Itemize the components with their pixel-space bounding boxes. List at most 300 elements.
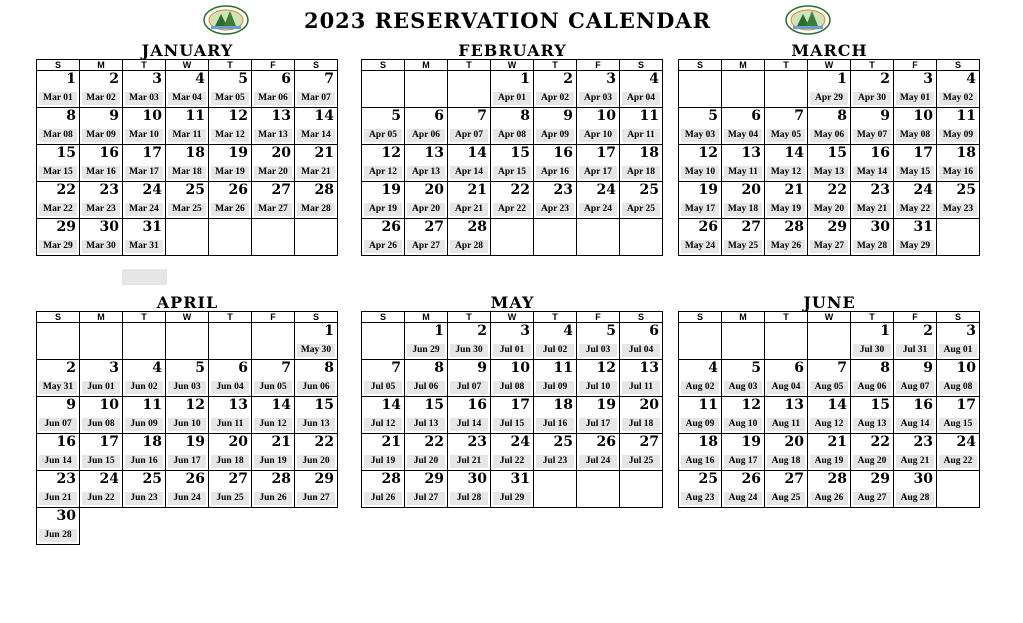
day-cell[interactable] [851, 323, 894, 360]
day-cell[interactable] [937, 108, 980, 145]
day-cell[interactable] [448, 145, 491, 182]
day-cell[interactable] [295, 360, 338, 397]
day-cell[interactable] [937, 71, 980, 108]
day-cell[interactable] [534, 145, 577, 182]
day-number: 22 [827, 182, 847, 198]
day-cell[interactable] [894, 323, 937, 360]
day-cell[interactable] [534, 323, 577, 360]
day-cell[interactable] [937, 360, 980, 397]
empty-cell [722, 323, 765, 360]
day-cell[interactable] [80, 360, 123, 397]
empty-cell [209, 219, 252, 256]
day-cell[interactable] [722, 471, 765, 508]
reservation-date: Apr 04 [622, 92, 660, 105]
day-number: 7 [794, 108, 804, 124]
day-cell[interactable] [894, 397, 937, 434]
day-number: 21 [271, 434, 291, 450]
day-cell[interactable] [123, 219, 166, 256]
day-cell[interactable] [577, 182, 620, 219]
empty-cell [765, 71, 808, 108]
day-cell[interactable] [405, 360, 448, 397]
day-cell[interactable] [765, 219, 808, 256]
day-cell[interactable] [209, 397, 252, 434]
day-cell[interactable] [937, 323, 980, 360]
day-cell[interactable] [577, 323, 620, 360]
day-cell[interactable] [851, 219, 894, 256]
day-cell[interactable] [577, 71, 620, 108]
day-cell[interactable] [620, 71, 663, 108]
day-number: 15 [827, 145, 847, 161]
reservation-date: Mar 17 [125, 166, 163, 179]
reservation-date: Aug 11 [767, 418, 805, 431]
reservation-date: Apr 28 [450, 240, 488, 253]
day-number: 3 [606, 71, 616, 87]
day-cell[interactable] [679, 360, 722, 397]
day-cell[interactable] [851, 360, 894, 397]
day-cell[interactable] [37, 71, 80, 108]
day-cell[interactable] [491, 360, 534, 397]
reservation-date: Jun 25 [211, 492, 249, 505]
shaded-strip [724, 344, 762, 357]
day-cell[interactable] [295, 323, 338, 360]
weekday-header: T [534, 312, 577, 323]
day-cell[interactable] [722, 397, 765, 434]
day-cell[interactable] [491, 397, 534, 434]
day-cell[interactable] [166, 71, 209, 108]
day-cell[interactable] [252, 434, 295, 471]
day-number: 30 [467, 471, 487, 487]
day-cell[interactable] [252, 397, 295, 434]
day-number: 1 [837, 71, 847, 87]
reservation-date: Aug 06 [853, 381, 891, 394]
day-cell[interactable] [405, 323, 448, 360]
day-cell[interactable] [405, 434, 448, 471]
day-cell[interactable] [362, 360, 405, 397]
day-cell[interactable] [123, 434, 166, 471]
weekday-header: S [295, 312, 338, 323]
day-number: 11 [185, 108, 205, 124]
day-cell[interactable] [679, 471, 722, 508]
reservation-date: May 10 [681, 166, 719, 179]
day-cell[interactable] [577, 108, 620, 145]
day-cell[interactable] [166, 434, 209, 471]
day-cell[interactable] [765, 145, 808, 182]
day-cell[interactable] [252, 471, 295, 508]
day-cell[interactable] [679, 145, 722, 182]
day-cell[interactable] [448, 434, 491, 471]
day-cell[interactable] [80, 71, 123, 108]
day-number: 26 [741, 471, 761, 487]
day-cell[interactable] [37, 219, 80, 256]
day-cell[interactable] [37, 434, 80, 471]
day-cell[interactable] [405, 219, 448, 256]
day-cell[interactable] [851, 71, 894, 108]
day-cell[interactable] [620, 108, 663, 145]
day-cell[interactable] [808, 219, 851, 256]
day-cell[interactable] [362, 471, 405, 508]
day-cell[interactable] [894, 71, 937, 108]
weekday-header: M [80, 312, 123, 323]
day-cell[interactable] [765, 471, 808, 508]
day-cell[interactable] [405, 108, 448, 145]
reservation-date: Mar 20 [254, 166, 292, 179]
day-number: 23 [467, 434, 487, 450]
week-row [37, 471, 338, 508]
day-cell[interactable] [295, 71, 338, 108]
week-row [679, 182, 980, 219]
day-cell[interactable] [679, 219, 722, 256]
day-cell[interactable] [123, 360, 166, 397]
reservation-date: May 30 [297, 344, 335, 357]
reservation-date: May 24 [681, 240, 719, 253]
day-cell[interactable] [295, 397, 338, 434]
day-number: 4 [152, 360, 162, 376]
day-cell[interactable] [123, 108, 166, 145]
shaded-strip [82, 344, 120, 357]
weekday-header: T [123, 60, 166, 71]
day-cell[interactable] [620, 434, 663, 471]
reservation-date: Apr 17 [579, 166, 617, 179]
day-cell[interactable] [577, 145, 620, 182]
weekday-header: S [620, 60, 663, 71]
month-name: MARCH [791, 41, 868, 60]
reservation-date: Jul 18 [622, 418, 660, 431]
reservation-date: Apr 14 [450, 166, 488, 179]
day-number: 16 [56, 434, 76, 450]
day-number: 8 [434, 360, 444, 376]
day-cell[interactable] [851, 108, 894, 145]
day-cell[interactable] [937, 397, 980, 434]
day-cell[interactable] [722, 145, 765, 182]
empty-cell [448, 71, 491, 108]
day-cell[interactable] [362, 219, 405, 256]
reservation-date: May 13 [810, 166, 848, 179]
day-cell[interactable] [679, 397, 722, 434]
day-cell[interactable] [722, 219, 765, 256]
empty-cell [491, 219, 534, 256]
weekday-header: W [491, 312, 534, 323]
reservation-date: Mar 02 [82, 92, 120, 105]
day-cell[interactable] [765, 434, 808, 471]
day-cell[interactable] [851, 434, 894, 471]
day-cell[interactable] [765, 182, 808, 219]
day-cell[interactable] [620, 182, 663, 219]
day-cell[interactable] [937, 145, 980, 182]
day-cell[interactable] [894, 182, 937, 219]
week-row [362, 434, 663, 471]
day-cell[interactable] [123, 145, 166, 182]
day-number: 21 [827, 434, 847, 450]
empty-cell [123, 508, 166, 545]
day-number: 28 [314, 182, 334, 198]
day-cell[interactable] [448, 219, 491, 256]
day-cell[interactable] [894, 145, 937, 182]
reservation-date: Jul 16 [536, 418, 574, 431]
day-cell[interactable] [252, 360, 295, 397]
day-cell[interactable] [620, 360, 663, 397]
day-cell[interactable] [123, 397, 166, 434]
camp-logo-icon [783, 4, 833, 36]
day-cell[interactable] [295, 145, 338, 182]
day-cell[interactable] [405, 182, 448, 219]
day-cell[interactable] [252, 108, 295, 145]
day-cell[interactable] [620, 397, 663, 434]
day-number: 30 [99, 219, 119, 235]
day-number: 18 [698, 434, 718, 450]
day-cell[interactable] [491, 471, 534, 508]
day-number: 10 [956, 360, 976, 376]
day-cell[interactable] [808, 145, 851, 182]
day-cell[interactable] [37, 397, 80, 434]
empty-cell [679, 323, 722, 360]
day-cell[interactable] [534, 397, 577, 434]
day-cell[interactable] [491, 434, 534, 471]
weekday-header: F [252, 312, 295, 323]
day-cell[interactable] [362, 397, 405, 434]
day-cell[interactable] [577, 397, 620, 434]
day-cell[interactable] [405, 145, 448, 182]
day-cell[interactable] [80, 108, 123, 145]
day-cell[interactable] [80, 434, 123, 471]
reservation-date: Aug 10 [724, 418, 762, 431]
reservation-date: Apr 21 [450, 203, 488, 216]
day-cell[interactable] [937, 434, 980, 471]
day-cell[interactable] [851, 182, 894, 219]
day-cell[interactable] [209, 471, 252, 508]
reservation-date: Jul 01 [493, 344, 531, 357]
empty-cell [620, 471, 663, 508]
empty-cell [679, 71, 722, 108]
day-cell[interactable] [808, 471, 851, 508]
day-cell[interactable] [362, 434, 405, 471]
day-cell[interactable] [491, 182, 534, 219]
day-cell[interactable] [37, 145, 80, 182]
empty-cell [123, 323, 166, 360]
reservation-date: Jul 27 [407, 492, 445, 505]
day-number: 21 [381, 434, 401, 450]
day-number: 28 [381, 471, 401, 487]
weekday-header: M [722, 60, 765, 71]
day-cell[interactable] [679, 434, 722, 471]
weekday-header: M [722, 312, 765, 323]
day-cell[interactable] [851, 145, 894, 182]
day-cell[interactable] [37, 182, 80, 219]
day-cell[interactable] [362, 145, 405, 182]
day-number: 5 [751, 360, 761, 376]
day-cell[interactable] [577, 360, 620, 397]
day-number: 17 [142, 145, 162, 161]
empty-cell [765, 323, 808, 360]
day-cell[interactable] [894, 219, 937, 256]
day-cell[interactable] [166, 108, 209, 145]
day-cell[interactable] [80, 397, 123, 434]
day-cell[interactable] [722, 360, 765, 397]
day-cell[interactable] [534, 182, 577, 219]
day-number: 10 [913, 108, 933, 124]
day-cell[interactable] [295, 434, 338, 471]
day-cell[interactable] [851, 471, 894, 508]
day-cell[interactable] [166, 397, 209, 434]
day-cell[interactable] [534, 360, 577, 397]
day-cell[interactable] [37, 471, 80, 508]
day-cell[interactable] [894, 434, 937, 471]
day-cell[interactable] [765, 397, 808, 434]
reservation-date: May 16 [939, 166, 977, 179]
reservation-date: Jul 08 [493, 381, 531, 394]
header [0, 2, 1023, 36]
day-cell[interactable] [80, 145, 123, 182]
day-cell[interactable] [534, 71, 577, 108]
day-cell[interactable] [209, 71, 252, 108]
day-cell[interactable] [722, 182, 765, 219]
day-cell[interactable] [679, 182, 722, 219]
reservation-date: Mar 08 [39, 129, 77, 142]
day-number: 6 [751, 108, 761, 124]
reservation-date: Apr 08 [493, 129, 531, 142]
day-cell[interactable] [448, 471, 491, 508]
reservation-date: Jul 06 [407, 381, 445, 394]
empty-cell [405, 71, 448, 108]
day-cell[interactable] [679, 108, 722, 145]
reservation-date: May 26 [767, 240, 805, 253]
day-number: 20 [424, 182, 444, 198]
day-cell[interactable] [405, 397, 448, 434]
day-number: 22 [314, 434, 334, 450]
day-number: 24 [142, 182, 162, 198]
day-cell[interactable] [937, 182, 980, 219]
reservation-date: Apr 05 [364, 129, 402, 142]
empty-cell [534, 471, 577, 508]
day-number: 21 [314, 145, 334, 161]
weekday-header: S [37, 312, 80, 323]
day-cell[interactable] [37, 108, 80, 145]
day-number: 24 [956, 434, 976, 450]
day-number: 23 [553, 182, 573, 198]
day-cell[interactable] [808, 360, 851, 397]
shaded-strip [681, 92, 719, 105]
day-cell[interactable] [765, 108, 808, 145]
reservation-date: Apr 22 [493, 203, 531, 216]
weekday-header: T [851, 60, 894, 71]
day-cell[interactable] [534, 434, 577, 471]
day-cell[interactable] [252, 145, 295, 182]
day-cell[interactable] [808, 108, 851, 145]
day-number: 7 [391, 360, 401, 376]
day-number: 3 [520, 323, 530, 339]
day-cell[interactable] [808, 182, 851, 219]
reservation-date: Mar 03 [125, 92, 163, 105]
shaded-strip [767, 92, 805, 105]
day-cell[interactable] [362, 108, 405, 145]
day-number: 20 [639, 397, 659, 413]
weekday-header: S [362, 60, 405, 71]
day-cell[interactable] [894, 360, 937, 397]
day-cell[interactable] [80, 471, 123, 508]
day-cell[interactable] [295, 182, 338, 219]
day-cell[interactable] [166, 145, 209, 182]
day-cell[interactable] [808, 397, 851, 434]
day-cell[interactable] [491, 323, 534, 360]
day-number: 10 [99, 397, 119, 413]
day-cell[interactable] [534, 108, 577, 145]
day-cell[interactable] [448, 108, 491, 145]
day-cell[interactable] [448, 323, 491, 360]
day-cell[interactable] [37, 508, 80, 545]
reservation-date: May 27 [810, 240, 848, 253]
day-cell[interactable] [448, 360, 491, 397]
day-cell[interactable] [765, 360, 808, 397]
reservation-date: Apr 09 [536, 129, 574, 142]
weekday-header: T [534, 60, 577, 71]
day-number: 20 [784, 434, 804, 450]
day-cell[interactable] [252, 71, 295, 108]
day-cell[interactable] [620, 145, 663, 182]
day-cell[interactable] [123, 471, 166, 508]
day-cell[interactable] [722, 108, 765, 145]
day-cell[interactable] [166, 360, 209, 397]
day-cell[interactable] [722, 434, 765, 471]
empty-cell [534, 219, 577, 256]
reservation-date: Aug 16 [681, 455, 719, 468]
day-number: 9 [880, 108, 890, 124]
day-cell[interactable] [123, 182, 166, 219]
day-number: 9 [109, 108, 119, 124]
day-cell[interactable] [808, 71, 851, 108]
day-cell[interactable] [851, 397, 894, 434]
reservation-date: Apr 20 [407, 203, 445, 216]
day-cell[interactable] [166, 471, 209, 508]
day-cell[interactable] [209, 434, 252, 471]
day-cell[interactable] [80, 182, 123, 219]
day-cell[interactable] [894, 108, 937, 145]
day-cell[interactable] [209, 145, 252, 182]
day-cell[interactable] [620, 323, 663, 360]
day-cell[interactable] [252, 182, 295, 219]
day-cell[interactable] [362, 182, 405, 219]
day-cell[interactable] [295, 471, 338, 508]
day-cell[interactable] [577, 434, 620, 471]
day-cell[interactable] [808, 434, 851, 471]
day-number: 12 [596, 360, 616, 376]
day-cell[interactable] [491, 145, 534, 182]
day-cell[interactable] [80, 219, 123, 256]
day-cell[interactable] [448, 182, 491, 219]
day-cell[interactable] [491, 71, 534, 108]
day-number: 24 [596, 182, 616, 198]
day-number: 14 [381, 397, 401, 413]
day-number: 19 [596, 397, 616, 413]
day-cell[interactable] [405, 471, 448, 508]
day-cell[interactable] [123, 71, 166, 108]
reservation-date: Aug 08 [939, 381, 977, 394]
day-cell[interactable] [166, 182, 209, 219]
week-row [37, 219, 338, 256]
day-cell[interactable] [209, 182, 252, 219]
day-cell[interactable] [491, 108, 534, 145]
day-cell[interactable] [448, 397, 491, 434]
day-number: 12 [381, 145, 401, 161]
day-cell[interactable] [894, 471, 937, 508]
day-cell[interactable] [209, 360, 252, 397]
day-number: 20 [741, 182, 761, 198]
day-cell[interactable] [37, 360, 80, 397]
day-cell[interactable] [295, 108, 338, 145]
day-number: 17 [913, 145, 933, 161]
reservation-date: Aug 09 [681, 418, 719, 431]
day-number: 18 [639, 145, 659, 161]
day-cell[interactable] [209, 108, 252, 145]
reservation-date: Mar 12 [211, 129, 249, 142]
